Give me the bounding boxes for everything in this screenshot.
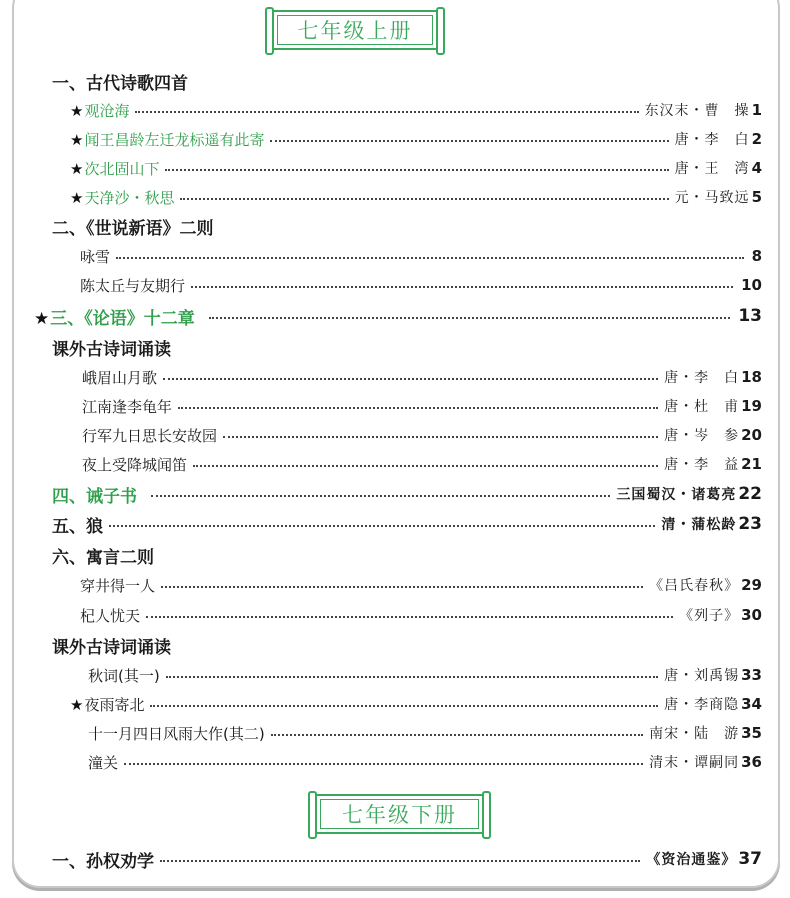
toc-section-row[interactable] <box>52 543 762 567</box>
banner-upper-label: 七年级上册 <box>297 19 413 43</box>
toc-title <box>52 847 154 872</box>
toc-author: 南宋・陆 游 <box>649 726 740 742</box>
toc-title-text: 杞人忧天 <box>80 606 141 625</box>
toc-title <box>34 304 195 329</box>
toc-author: 唐・李 白 <box>674 132 750 148</box>
toc-title-text: 一、孙权劝学 <box>52 851 154 872</box>
dot-leader <box>160 860 640 862</box>
star-icon: ★ <box>70 159 84 178</box>
toc-author: 唐・岑 参 <box>664 428 740 444</box>
toc-title-text: 潼关 <box>88 753 119 772</box>
dot-leader <box>124 763 643 765</box>
toc-item-row[interactable] <box>82 394 762 418</box>
toc-title-text: 峨眉山月歌 <box>82 368 158 387</box>
toc-item-row[interactable] <box>70 98 762 122</box>
toc-section-row[interactable] <box>52 335 762 359</box>
toc-item-row[interactable] <box>82 423 762 447</box>
toc-title <box>82 396 172 417</box>
banner-lower-label: 七年级下册 <box>342 803 457 827</box>
dot-leader <box>271 734 643 736</box>
toc-page-number: 36 <box>741 753 762 771</box>
toc-author: 唐・李 益 <box>664 457 740 473</box>
toc-title-text: 行军九日思长安故园 <box>82 426 218 445</box>
toc-page-number: 35 <box>741 724 762 742</box>
star-icon: ★ <box>70 695 84 714</box>
toc-item-row[interactable] <box>70 156 762 180</box>
toc-title-text: 咏雪 <box>80 247 111 266</box>
toc-title <box>70 158 159 179</box>
toc-title <box>88 723 265 744</box>
toc-item-row[interactable] <box>88 663 762 687</box>
toc-section-row[interactable] <box>52 633 762 657</box>
toc-title-text: 穿井得一人 <box>80 576 156 595</box>
toc-page-number: 1 <box>751 101 762 119</box>
toc-page-number: 4 <box>751 159 762 177</box>
toc-title <box>70 100 129 121</box>
dot-leader <box>270 140 668 142</box>
toc-author: 《吕氏春秋》 <box>649 578 740 594</box>
toc-title-text: 三、《论语》十二章 <box>50 308 195 329</box>
toc-item-row[interactable] <box>80 273 762 297</box>
toc-page-number: 10 <box>741 276 762 294</box>
toc-title-text: 十一月四日风雨大作(其二) <box>88 724 265 743</box>
toc-title <box>52 214 214 239</box>
toc-title <box>70 694 144 715</box>
toc-title-text: 秋词(其一) <box>88 666 160 685</box>
toc-page-number: 37 <box>738 849 762 869</box>
toc-title-text: 陈太丘与友期行 <box>80 276 186 295</box>
toc-title-text: 课外古诗词诵读 <box>52 339 171 360</box>
toc-page-number: 30 <box>741 606 762 624</box>
toc-item-row[interactable] <box>82 365 762 389</box>
toc-title-text: 观沧海 <box>84 101 130 120</box>
toc-section-row[interactable] <box>52 214 762 238</box>
toc-page-number: 18 <box>741 368 762 386</box>
toc-author: 《列子》 <box>679 608 740 624</box>
toc-page-number: 5 <box>751 188 762 206</box>
dot-leader <box>223 436 658 438</box>
toc-title-text: 江南逢李龟年 <box>82 397 173 416</box>
toc-title <box>80 575 155 596</box>
toc-page-number: 22 <box>738 484 762 504</box>
toc-section-row[interactable] <box>52 482 762 506</box>
toc-title-text: 夜雨寄北 <box>84 695 145 714</box>
dot-leader <box>166 676 658 678</box>
toc-item-row[interactable] <box>82 452 762 476</box>
toc-author: 清末・谭嗣同 <box>649 755 740 771</box>
toc-page-number: 21 <box>741 455 762 473</box>
toc-title <box>70 129 264 150</box>
dot-leader <box>151 495 610 497</box>
toc-title <box>80 275 185 296</box>
toc-page-number: 8 <box>751 247 762 265</box>
toc-page-number: 34 <box>741 695 762 713</box>
toc-title-text: 闻王昌龄左迁龙标遥有此寄 <box>84 130 265 149</box>
star-icon: ★ <box>34 308 50 329</box>
star-icon: ★ <box>70 188 84 207</box>
toc-title <box>52 633 171 658</box>
toc-title <box>80 605 140 626</box>
toc-section-row[interactable] <box>34 304 762 328</box>
toc-page-number: 33 <box>741 666 762 684</box>
toc-author: 唐・杜 甫 <box>664 399 740 415</box>
toc-title <box>82 367 157 388</box>
toc-author: 唐・王 湾 <box>674 161 750 177</box>
toc-title <box>80 246 110 267</box>
toc-item-row[interactable] <box>70 185 762 209</box>
toc-item-row[interactable] <box>80 573 762 597</box>
toc-section-row[interactable] <box>52 847 762 871</box>
dot-leader <box>178 407 658 409</box>
dot-leader <box>161 586 643 588</box>
star-icon: ★ <box>70 130 84 149</box>
toc-title <box>82 454 187 475</box>
dot-leader <box>116 257 744 259</box>
toc-title-text: 四、诫子书 <box>52 486 137 507</box>
toc-page-number: 29 <box>741 576 762 594</box>
dot-leader <box>163 378 658 380</box>
toc-section-row[interactable] <box>52 69 762 93</box>
toc-author: 《资治通鉴》 <box>646 852 737 868</box>
toc-title <box>52 69 188 94</box>
dot-leader <box>193 465 658 467</box>
dot-leader <box>150 705 658 707</box>
toc-title <box>52 543 154 568</box>
toc-title-text: 课外古诗词诵读 <box>52 637 171 658</box>
dot-leader <box>209 317 731 319</box>
banner-upper-volume <box>272 10 438 50</box>
toc-author: 唐・李 白 <box>664 370 740 386</box>
toc-title <box>70 187 174 208</box>
toc-item-row[interactable] <box>88 750 762 774</box>
toc-item-row[interactable] <box>80 244 762 268</box>
toc-page-number: 13 <box>738 306 762 326</box>
toc-section-row[interactable] <box>52 512 762 536</box>
toc-item-row[interactable] <box>70 127 762 151</box>
toc-title-text: 夜上受降城闻笛 <box>82 455 188 474</box>
toc-title <box>88 665 160 686</box>
toc-item-row[interactable] <box>88 721 762 745</box>
toc-item-row[interactable] <box>80 603 762 627</box>
toc-title-text: 六、寓言二则 <box>52 547 154 568</box>
star-icon: ★ <box>70 101 84 120</box>
dot-leader <box>180 198 668 200</box>
toc-title <box>52 482 137 507</box>
toc-page-number: 19 <box>741 397 762 415</box>
dot-leader <box>191 286 733 288</box>
toc-author: 唐・刘禹锡 <box>664 668 740 684</box>
toc-page-number: 2 <box>751 130 762 148</box>
toc-title <box>52 335 171 360</box>
toc-title <box>52 512 103 537</box>
dot-leader <box>146 616 673 618</box>
toc-item-row[interactable] <box>70 692 762 716</box>
toc-title-text: 二、《世说新语》二则 <box>52 218 214 239</box>
toc-page-number: 20 <box>741 426 762 444</box>
toc-author: 三国蜀汉・诸葛亮 <box>616 487 737 503</box>
toc-author: 元・马致远 <box>674 190 750 206</box>
banner-lower-volume <box>315 794 484 834</box>
dot-leader <box>165 169 668 171</box>
toc-author: 唐・李商隐 <box>664 697 740 713</box>
dot-leader <box>109 525 655 527</box>
toc-title-text: 次北固山下 <box>84 159 160 178</box>
toc-title-text: 一、古代诗歌四首 <box>52 73 188 94</box>
toc-title-text: 天净沙・秋思 <box>84 188 175 207</box>
toc-author: 清・蒲松龄 <box>661 517 737 533</box>
toc-page-number: 23 <box>738 514 762 534</box>
toc-title <box>88 752 118 773</box>
toc-title-text: 五、狼 <box>52 516 103 537</box>
dot-leader <box>135 111 638 113</box>
toc-title <box>82 425 217 446</box>
toc-author: 东汉末・曹 操 <box>644 103 750 119</box>
